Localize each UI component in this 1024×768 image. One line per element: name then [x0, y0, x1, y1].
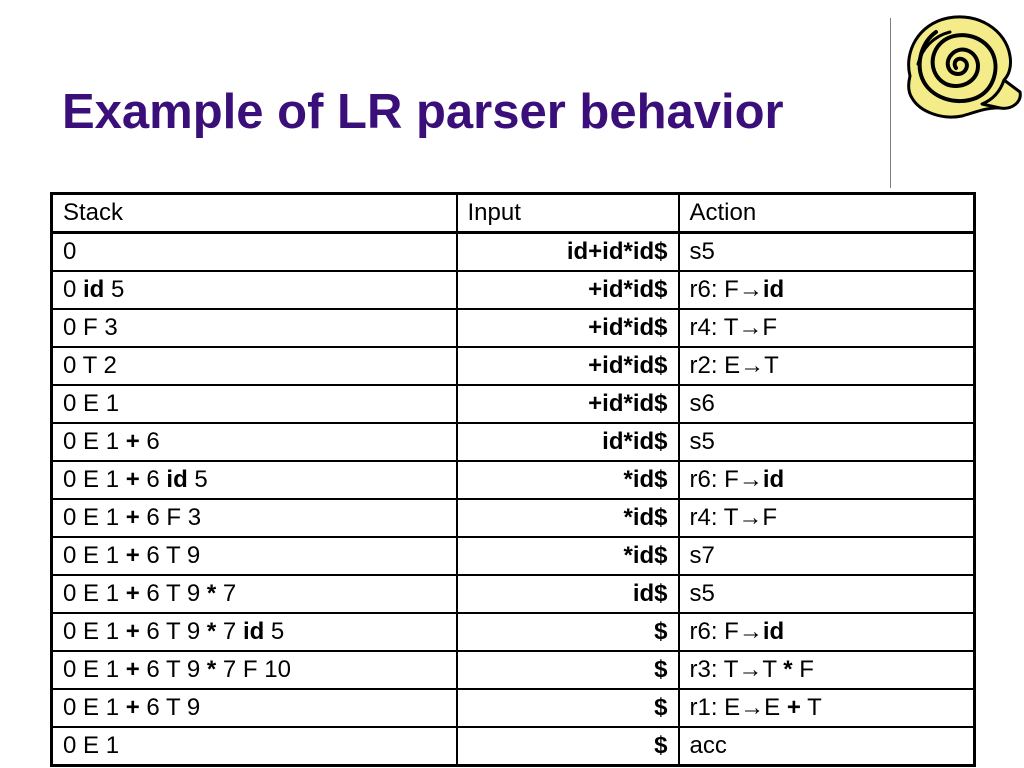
action-cell-segment: id	[762, 466, 785, 493]
table-row	[52, 499, 975, 537]
stack-cell-segment: 6 T 9	[139, 656, 207, 683]
input-cell: id*id$	[457, 423, 679, 461]
scroll-icon	[896, 12, 1024, 122]
table-row	[52, 461, 975, 499]
stack-cell	[52, 689, 457, 727]
input-cell: +id*id$	[457, 271, 679, 309]
stack-cell	[52, 651, 457, 689]
stack-cell	[52, 385, 457, 423]
stack-cell-segment: *	[206, 656, 217, 683]
stack-cell-segment: id	[166, 466, 188, 493]
table-row	[52, 423, 975, 461]
table-row	[52, 613, 975, 651]
stack-cell-segment: +	[125, 618, 140, 645]
action-cell-segment: r6: F→	[689, 276, 763, 303]
stack-cell-segment: 6	[139, 428, 160, 455]
stack-cell-segment: +	[125, 694, 140, 721]
action-cell	[679, 461, 975, 499]
input-cell: *id$	[457, 537, 679, 575]
stack-cell-segment: id	[242, 618, 265, 645]
action-cell	[679, 233, 975, 272]
stack-cell	[52, 537, 457, 575]
action-cell-segment: r1: E→E	[689, 694, 787, 721]
input-cell: *id$	[457, 499, 679, 537]
stack-cell-segment: +	[125, 466, 140, 493]
action-cell-segment: id	[762, 618, 785, 645]
table-row	[52, 347, 975, 385]
stack-cell-segment: id	[83, 276, 105, 303]
stack-cell	[52, 461, 457, 499]
action-cell	[679, 309, 975, 347]
stack-cell-segment: 0 E 1	[63, 732, 120, 759]
action-cell-segment: s7	[689, 542, 715, 569]
action-cell	[679, 651, 975, 689]
action-cell	[679, 537, 975, 575]
action-cell-segment: F	[792, 656, 814, 683]
table-row	[52, 271, 975, 309]
stack-cell-segment: +	[125, 428, 140, 455]
stack-cell-segment: 0	[63, 276, 84, 303]
action-cell	[679, 347, 975, 385]
table-row	[52, 385, 975, 423]
stack-cell-segment: 0 E 1	[63, 542, 126, 569]
header-stack: Stack	[52, 194, 457, 233]
action-cell-segment: s5	[689, 580, 715, 607]
input-cell: $	[457, 613, 679, 651]
stack-cell	[52, 347, 457, 385]
action-cell-segment: +	[786, 694, 801, 721]
action-cell-segment: r6: F→	[689, 618, 763, 645]
action-cell-segment: s6	[689, 390, 715, 417]
stack-cell-segment: +	[125, 580, 140, 607]
stack-cell-segment: 6 T 9	[139, 580, 207, 607]
stack-cell	[52, 309, 457, 347]
action-cell-segment: T	[800, 694, 822, 721]
vertical-divider	[890, 18, 891, 188]
stack-cell	[52, 613, 457, 651]
table-row	[52, 233, 975, 272]
slide-title: Example of LR parser behavior	[62, 85, 784, 139]
input-cell: *id$	[457, 461, 679, 499]
input-cell: $	[457, 651, 679, 689]
stack-cell	[52, 233, 457, 272]
action-cell-segment: r3: T→T	[689, 656, 784, 683]
stack-cell-segment: 6 T 9	[139, 542, 201, 569]
stack-cell-segment: +	[125, 504, 140, 531]
stack-cell-segment: +	[125, 656, 140, 683]
table-row	[52, 537, 975, 575]
stack-cell-segment: *	[206, 618, 217, 645]
action-cell	[679, 385, 975, 423]
stack-cell-segment: 0 E 1	[63, 428, 126, 455]
action-cell	[679, 271, 975, 309]
action-cell	[679, 575, 975, 613]
stack-cell-segment: 6 T 9	[139, 694, 201, 721]
stack-cell	[52, 271, 457, 309]
input-cell: +id*id$	[457, 309, 679, 347]
input-cell: $	[457, 727, 679, 766]
input-cell: +id*id$	[457, 347, 679, 385]
stack-cell-segment: 6 T 9	[139, 618, 207, 645]
stack-cell	[52, 423, 457, 461]
stack-cell-segment: 5	[104, 276, 125, 303]
stack-cell-segment: +	[125, 542, 140, 569]
action-cell-segment: *	[783, 656, 793, 683]
stack-cell-segment: 0 E 1	[63, 694, 126, 721]
table-row	[52, 727, 975, 766]
action-cell-segment: r2: E→T	[689, 352, 779, 379]
table-row	[52, 575, 975, 613]
stack-cell-segment: 0 E 1	[63, 580, 126, 607]
stack-cell-segment: 0 F 3	[63, 314, 118, 341]
stack-cell-segment: 5	[264, 618, 285, 645]
action-cell	[679, 689, 975, 727]
input-cell: id$	[457, 575, 679, 613]
table-header-row	[52, 194, 975, 233]
stack-cell-segment: 0 E 1	[63, 504, 126, 531]
action-cell	[679, 613, 975, 651]
stack-cell-segment: 7	[216, 580, 237, 607]
stack-cell-segment: 6	[139, 466, 167, 493]
stack-cell	[52, 575, 457, 613]
stack-cell-segment: *	[206, 580, 217, 607]
action-cell-segment: s5	[689, 238, 715, 265]
action-cell	[679, 423, 975, 461]
stack-cell-segment: 0 E 1	[63, 390, 120, 417]
table-row	[52, 689, 975, 727]
stack-cell-segment: 5	[187, 466, 208, 493]
action-cell	[679, 727, 975, 766]
lr-parse-table	[50, 192, 976, 767]
stack-cell-segment: 7 F 10	[216, 656, 291, 683]
action-cell-segment: s5	[689, 428, 715, 455]
action-cell-segment: r6: F→	[689, 466, 763, 493]
input-cell: +id*id$	[457, 385, 679, 423]
action-cell-segment: acc	[689, 732, 727, 759]
action-cell-segment: r4: T→F	[689, 504, 778, 531]
stack-cell-segment: 0 E 1	[63, 466, 126, 493]
stack-cell-segment: 0 E 1	[63, 618, 126, 645]
input-cell: $	[457, 689, 679, 727]
stack-cell	[52, 727, 457, 766]
table-row	[52, 651, 975, 689]
header-input: Input	[457, 194, 679, 233]
header-action: Action	[679, 194, 975, 233]
stack-cell-segment: 0	[63, 238, 77, 265]
stack-cell-segment: 0 T 2	[63, 352, 117, 379]
stack-cell-segment: 6 F 3	[139, 504, 202, 531]
stack-cell-segment: 0 E 1	[63, 656, 126, 683]
stack-cell	[52, 499, 457, 537]
action-cell-segment: r4: T→F	[689, 314, 778, 341]
input-cell: id+id*id$	[457, 233, 679, 272]
table-row	[52, 309, 975, 347]
action-cell-segment: id	[762, 276, 785, 303]
stack-cell-segment: 7	[216, 618, 243, 645]
action-cell	[679, 499, 975, 537]
table-body	[52, 233, 975, 766]
